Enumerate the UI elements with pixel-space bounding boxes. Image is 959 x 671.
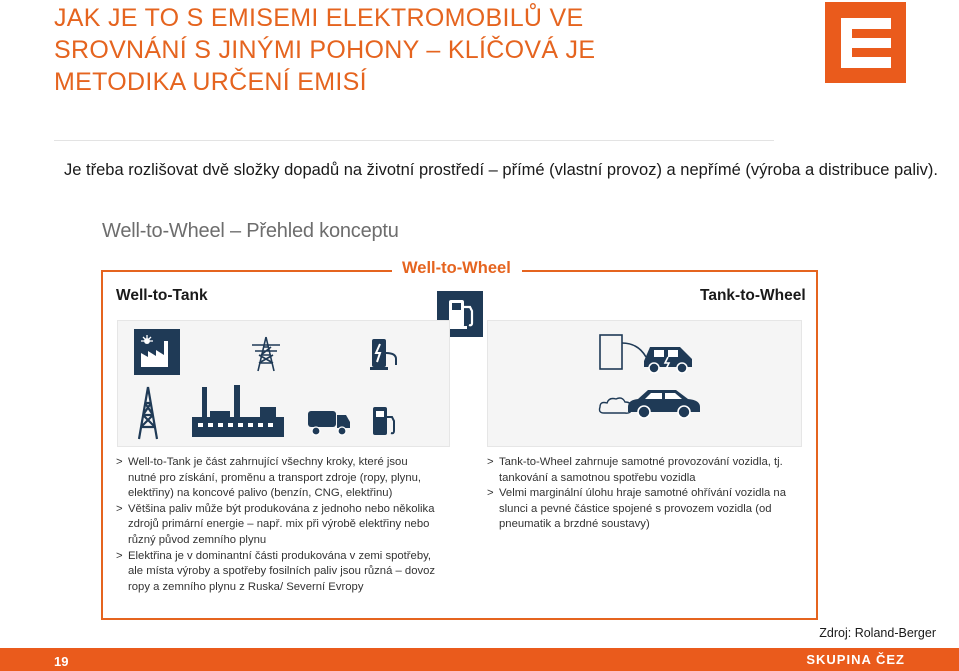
tanker-truck-icon bbox=[306, 405, 352, 442]
page-number: 19 bbox=[54, 654, 69, 669]
tank-to-wheel-label: Tank-to-Wheel bbox=[700, 287, 806, 304]
brand-name: SKUPINA ČEZ bbox=[806, 652, 905, 667]
source-note: Zdroj: Roland-Berger bbox=[819, 626, 936, 640]
bullet-item: > Elektřina je v dominantní části produkována v zemi spotřeby, ale místa výroby a spotřeby fosilních paliv jsou různá – dovoz ropy a zemního plynu z Ruska/ Severní Evropy bbox=[116, 549, 436, 593]
bullet-item: > Tank-to-Wheel zahrnuje samotné provozování vozidla, tj. tankování a samotnou spotřebu vozidla bbox=[487, 456, 783, 484]
cez-logo bbox=[825, 2, 906, 83]
tank-to-wheel-bullets bbox=[487, 455, 807, 533]
slide-title bbox=[54, 2, 794, 98]
refinery-icon bbox=[190, 385, 286, 444]
figure-title: Well-to-Wheel – Přehled konceptu bbox=[102, 220, 399, 242]
title-line-3: METODIKA URČENÍ EMISÍ bbox=[54, 68, 367, 96]
electric-car-icon bbox=[640, 337, 696, 382]
power-pylon-icon bbox=[246, 335, 286, 378]
tank-to-wheel-panel bbox=[487, 320, 802, 447]
well-to-tank-panel bbox=[117, 320, 450, 447]
car-icon bbox=[626, 385, 702, 424]
bullet-text: Většina paliv může být produkována z jednoho nebo několika zdrojů primární energie – např. mix při výrobě elektřiny nebo různý původ zemního plynu bbox=[128, 502, 435, 546]
well-to-wheel-label: Well-to-Wheel bbox=[402, 259, 511, 277]
well-to-tank-label: Well-to-Tank bbox=[116, 287, 208, 304]
fuel-dispenser-icon bbox=[370, 405, 398, 444]
bullet-item: > Well-to-Tank je část zahrnující všechny kroky, které jsou nutné pro získání, proměnu a transport zdroje (ropy, plynu, elektřiny) na koncové palivo (benzín, CNG, elektřinu) bbox=[116, 456, 422, 500]
title-line-2: SROVNÁNÍ S JINÝMI POHONY – KLÍČOVÁ JE bbox=[54, 36, 596, 64]
charging-station-icon bbox=[366, 335, 406, 378]
bullet-text: Tank-to-Wheel zahrnuje samotné provozování vozidla, tj. tankování a samotnou spotřebu vozidla bbox=[499, 456, 783, 484]
bullet-text: Velmi marginální úlohu hraje samotné ohřívání vozidla na slunci a pevné částice spojené s provozem vozidla (od pneumatik a brzdné soustavy) bbox=[499, 487, 786, 531]
bullet-item: > Velmi marginální úlohu hraje samotné ohřívání vozidla na slunci a pevné částice spojené s provozem vozidla (od pneumatik a brzdné soustavy) bbox=[487, 487, 786, 531]
bullet-text: Well-to-Tank je část zahrnující všechny kroky, které jsou nutné pro získání, proměnu a transport zdroje (ropy, plynu, elektřiny) na koncové palivo (benzín, CNG, elektřinu) bbox=[128, 456, 422, 500]
factory-icon bbox=[134, 329, 180, 380]
title-divider bbox=[54, 140, 774, 141]
title-line-1: JAK JE TO S EMISEMI ELEKTROMOBILŮ VE bbox=[54, 4, 584, 32]
intro-text: Je třeba rozlišovat dvě složky dopadů na životní prostředí – přímé (vlastní provoz) a nepřímé (výroba a distribuce paliv). bbox=[64, 161, 938, 179]
bullet-item: > Většina paliv může být produkována z jednoho nebo několika zdrojů primární energie – např. mix při výrobě elektřiny nebo různý původ zemního plynu bbox=[116, 502, 435, 546]
bullet-text: Elektřina je v dominantní části produkována v zemi spotřeby, ale místa výroby a spotřeby fosilních paliv jsou různá – dovoz ropy a zemního plynu z Ruska/ Severní Evropy bbox=[128, 549, 436, 593]
oil-derrick-icon bbox=[136, 385, 160, 446]
well-to-tank-bullets bbox=[116, 455, 436, 595]
